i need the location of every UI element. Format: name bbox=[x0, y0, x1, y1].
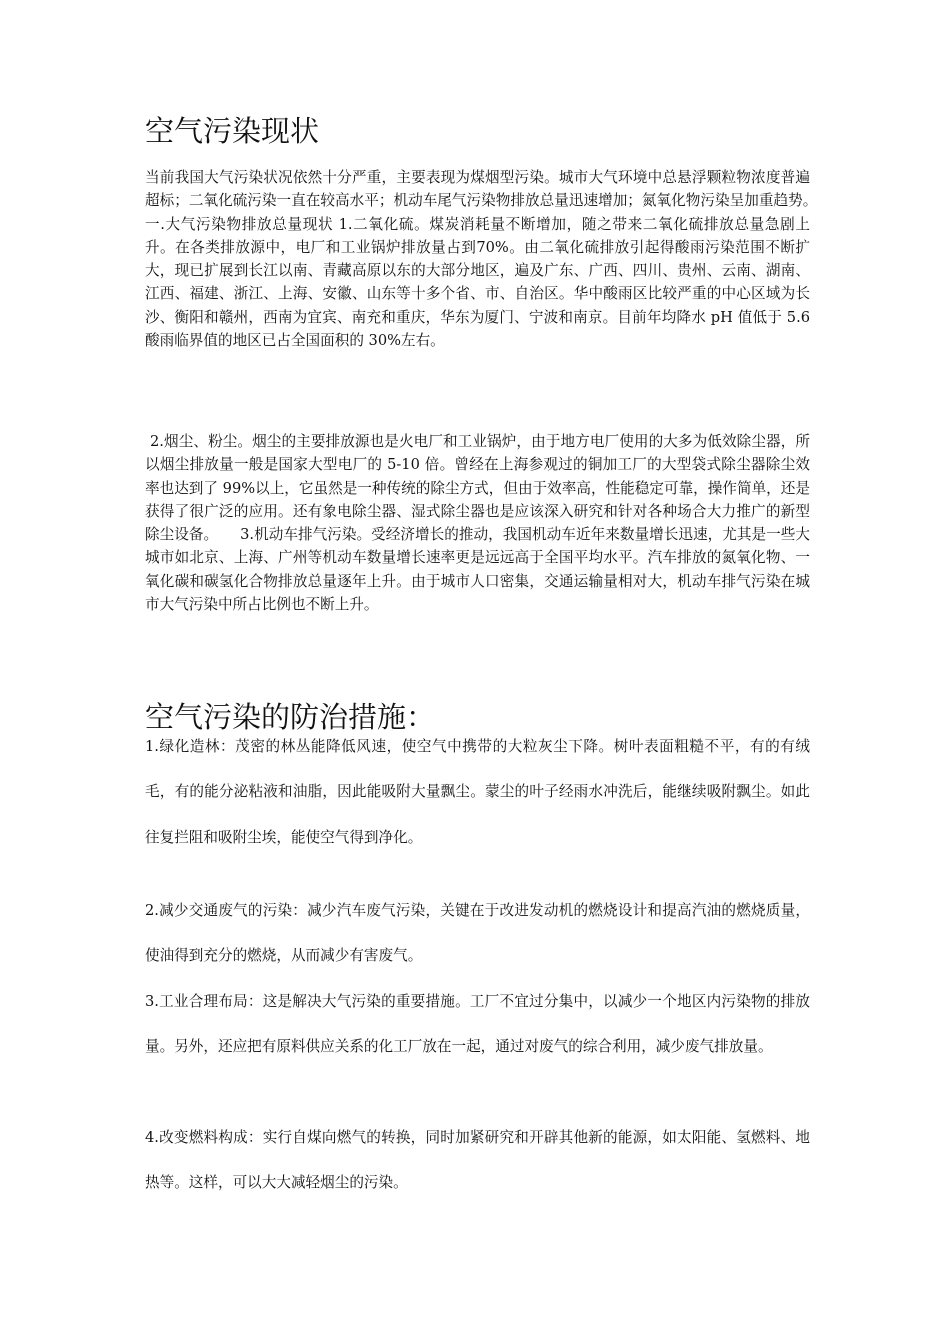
paragraph-status-1: 当前我国大气污染状况依然十分严重，主要表现为煤烟型污染。城市大气环境中总悬浮颗粒物浓度普遍超标；二氧化硫污染一直在较高水平；机动车尾气污染物排放总量迅速增加；氮氧化物污染呈加重趋势。 一.大气污染物排放总量现状 1.二氧化硫。煤炭消耗量不断增加，随之带来二氧化硫排放总量急剧上升。在各类排放源中，电厂和工业锅炉排放量占到70%。由二氧化硫排放引起得酸雨污染范围不断扩大，现已扩展到长江以南、青藏高原以东的大部分地区，遍及广东、广西、四川、贵州、云南、湖南、江西、福建、浙江、上海、安徽、山东等十多个省、市、自治区。华中酸雨区比较严重的中心区域为长沙、衡阳和赣州，西南为宜宾、南充和重庆，华东为厦门、宁波和南京。目前年均降水 pH 值低于 5.6 酸雨临界值的地区已占全国面积的 30%左右。 bbox=[145, 169, 854, 350]
measure-item-greening: 1.绿化造林：茂密的林丛能降低风速，使空气中携带的大粒灰尘下降。树叶表面粗糙不平，有的有绒毛，有的能分泌粘液和油脂，因此能吸附大量飘尘。蒙尘的叶子经雨水冲洗后，能继续吸附飘尘。如此往复拦阻和吸附尘埃，能使空气得到净化。 bbox=[145, 738, 810, 846]
measure-item-industry: 3.工业合理布局：这是解决大气污染的重要措施。工厂不宜过分集中，以减少一个地区内污染物的排放量。另外，还应把有原料供应关系的化工厂放在一起，通过对废气的综合利用，减少废气排放量。 bbox=[145, 993, 810, 1056]
measure-item-traffic: 2.减少交通废气的污染：减少汽车废气污染，关键在于改进发动机的燃烧设计和提高汽油的燃烧质量，使油得到充分的燃烧，从而减少有害废气。 bbox=[145, 902, 810, 965]
measure-item-fuel: 4.改变燃料构成：实行自煤向燃气的转换，同时加紧研究和开辟其他新的能源，如太阳能、氢燃料、地热等。这样，可以大大减轻烟尘的污染。 bbox=[145, 1129, 810, 1192]
paragraph-status-2: 2.烟尘、粉尘。烟尘的主要排放源也是火电厂和工业锅炉，由于地方电厂使用的大多为低效除尘器，所以烟尘排放量一般是国家大型电厂的 5-10 倍。曾经在上海参观过的铜加工厂的大型袋式除尘器除尘效率也达到了 99%以上，它虽然是一种传统的除尘方式，但由于效率高，性能稳定可靠，操作简单，还是获得了很广泛的应用。还有象电除尘器、湿式除尘器也是应该深入研究和针对各种场合大力推广的新型除尘设备。 3.机动车排气污染。受经济增长的推动，我国机动车近年来数量增长迅速，尤其是一些大城市如北京、上海、广州等机动车数量增长速率更是远远高于全国平均水平。汽车排放的氮氧化物、一氧化碳和碳氢化合物排放总量逐年上升。由于城市人口密集，交通运输量相对大，机动车排气污染在城市大气污染中所占比例也不断上升。 bbox=[145, 433, 810, 614]
section-heading-measures: 空气污染的防治措施： bbox=[145, 700, 436, 734]
section-heading-status: 空气污染现状 bbox=[145, 114, 320, 148]
